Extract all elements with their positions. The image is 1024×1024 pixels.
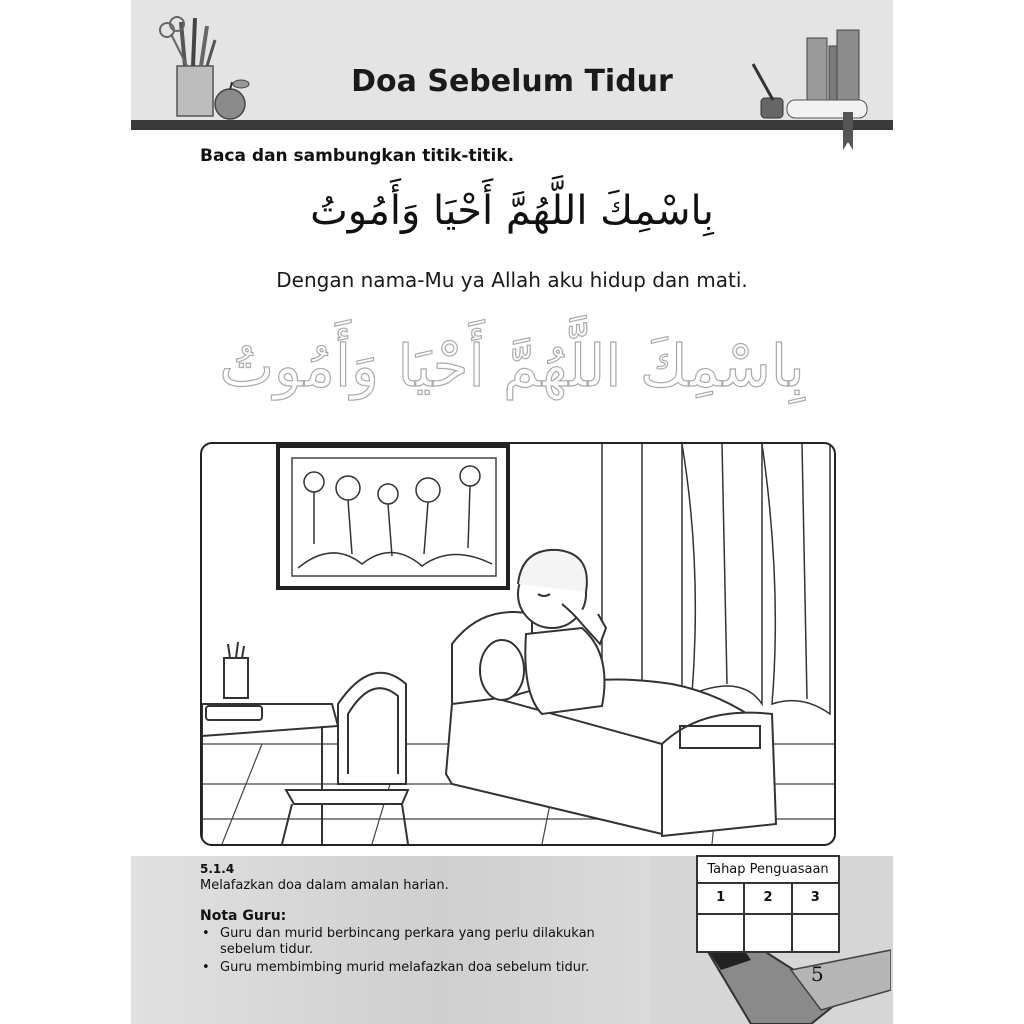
standard-code: 5.1.4 <box>200 862 235 876</box>
mastery-check-2[interactable] <box>745 913 792 951</box>
header-band <box>131 0 893 120</box>
page-number: 5 <box>811 962 824 986</box>
doa-translation: Dengan nama-Mu ya Allah aku hidup dan mati. <box>276 268 748 292</box>
doa-arabic-text: بِاسْمِكَ اللَّهُمَّ أَحْيَا وَأَمُوتُ <box>310 188 714 234</box>
curtain <box>642 444 830 714</box>
teacher-notes-list <box>200 926 620 978</box>
teacher-note-title: Nota Guru: <box>200 908 287 924</box>
teacher-note-item: • Guru membimbing murid melafazkan doa sebelum tidur. <box>200 960 620 976</box>
mastery-title: Tahap Penguasaan <box>698 857 838 884</box>
bedroom-illustration <box>200 442 836 846</box>
bookmark-icon <box>843 112 857 152</box>
doa-trace-text: بِاسْمِكَ اللَّهُمَّ أَحْيَا وَأَمُوتُ <box>219 332 805 400</box>
learning-objective: Melafazkan doa dalam amalan harian. <box>200 878 449 893</box>
worksheet-page <box>131 0 893 1024</box>
page-title: Doa Sebelum Tidur <box>351 64 673 99</box>
mastery-check-1[interactable] <box>698 913 745 951</box>
instruction-text: Baca dan sambungkan titik-titik. <box>200 146 515 166</box>
window-flowers-picture <box>278 446 508 588</box>
mastery-level-table <box>696 855 840 953</box>
mastery-level-2[interactable]: 2 <box>745 884 792 913</box>
header-bar <box>131 120 893 130</box>
mastery-level-1[interactable]: 1 <box>698 884 745 913</box>
chair <box>282 673 408 844</box>
desk <box>202 642 338 844</box>
mastery-check-3[interactable] <box>793 913 838 951</box>
header-decorations <box>131 0 893 120</box>
mastery-level-3[interactable]: 3 <box>810 890 820 905</box>
teacher-note-item: • Guru dan murid berbincang perkara yang perlu dilakukan sebelum tidur. <box>200 926 620 958</box>
